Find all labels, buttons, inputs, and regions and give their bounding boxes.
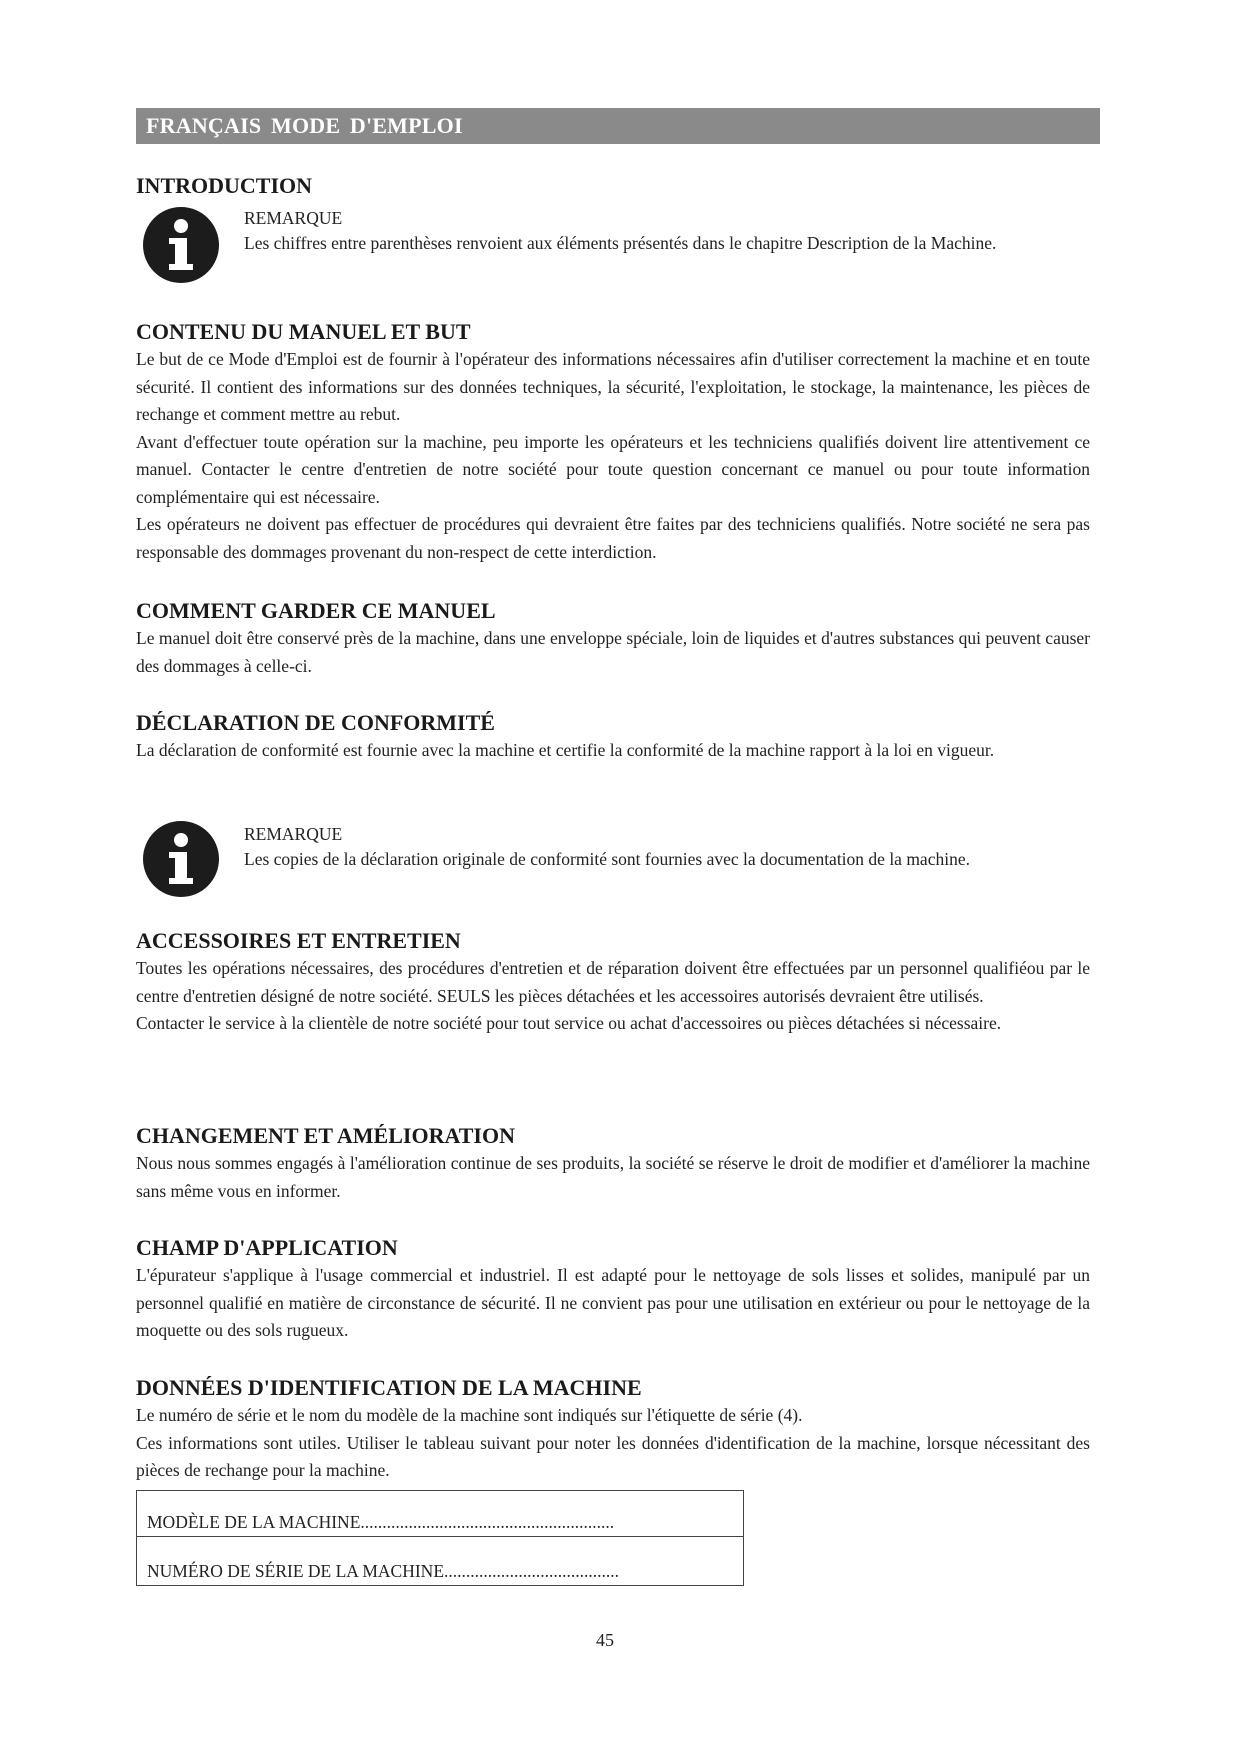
declaration-section bbox=[136, 709, 1090, 765]
section-header-bar: FRANÇAIS MODE D'EMPLOI bbox=[136, 108, 1100, 144]
paragraph: Toutes les opérations nécessaires, des procédures d'entretien et de réparation doivent être effectuées par un personnel qualifiéou par le centre d'entretien désigné de notre société. SEULS les pièces détachées et les accessoires autorisés devraient être utilisés. bbox=[136, 958, 1090, 1006]
paragraph: Contacter le service à la clientèle de notre société pour tout service ou achat d'accessoires ou pièces détachées si nécessaire. bbox=[136, 1013, 1002, 1033]
paragraph: Le manuel doit être conservé près de la machine, dans une enveloppe spéciale, loin de liquides et d'autres substances qui peuvent causer des dommages à celle-ci. bbox=[136, 628, 1090, 676]
machine-serial-field: NUMÉRO DE SÉRIE DE LA MACHINE........................................ bbox=[137, 1537, 744, 1586]
note-content bbox=[244, 206, 1092, 256]
champ-section bbox=[136, 1234, 1090, 1345]
paragraph: La déclaration de conformité est fournie avec la machine et certifie la conformité de la machine rapport à la loi en vigueur. bbox=[136, 740, 995, 760]
declaration-heading: DÉCLARATION DE CONFORMITÉ bbox=[136, 710, 495, 735]
identification-section bbox=[136, 1374, 1090, 1485]
note-title: REMARQUE bbox=[244, 824, 343, 844]
info-icon bbox=[142, 820, 220, 898]
page-number: 45 bbox=[596, 1630, 614, 1650]
contenu-heading: CONTENU DU MANUEL ET BUT bbox=[136, 319, 471, 344]
paragraph: Les opérateurs ne doivent pas effectuer de procédures qui devraient être faites par des techniciens qualifiés. Notre société ne sera pas responsable des dommages provenant du non-respect de cette interdiction. bbox=[136, 514, 1090, 562]
garder-body bbox=[136, 625, 1090, 680]
accessoires-section bbox=[136, 927, 1090, 1038]
contenu-body bbox=[136, 346, 1090, 566]
paragraph: Le numéro de série et le nom du modèle de la machine sont indiqués sur l'étiquette de série (4). bbox=[136, 1405, 803, 1425]
note-text: Les chiffres entre parenthèses renvoient aux éléments présentés dans le chapitre Description de la Machine. bbox=[244, 233, 997, 253]
paragraph: L'épurateur s'applique à l'usage commercial et industriel. Il est adapté pour le nettoyage de sols lisses et solides, manipulé par un personnel qualifié en matière de circonstance de sécurité. Il ne convient pas pour une utilisation en extérieur ou pour le nettoyage de la moquette ou des sols rugueux. bbox=[136, 1265, 1090, 1340]
note-text: Les copies de la déclaration originale de conformité sont fournies avec la documentation de la machine. bbox=[244, 849, 970, 869]
changement-section bbox=[136, 1122, 1090, 1205]
introduction-section bbox=[136, 172, 1090, 200]
garder-heading: COMMENT GARDER CE MANUEL bbox=[136, 598, 496, 623]
note-title: REMARQUE bbox=[244, 208, 343, 228]
champ-body bbox=[136, 1262, 1090, 1345]
introduction-heading: INTRODUCTION bbox=[136, 173, 313, 198]
identification-heading: DONNÉES D'IDENTIFICATION DE LA MACHINE bbox=[136, 1375, 642, 1400]
table-row bbox=[137, 1491, 744, 1537]
paragraph: Nous nous sommes engagés à l'amélioration continue de ses produits, la société se réserve le droit de modifier et d'améliorer la machine sans même vous en informer. bbox=[136, 1153, 1090, 1201]
note-content bbox=[244, 822, 1092, 872]
declaration-body bbox=[136, 737, 1090, 765]
accessoires-body bbox=[136, 955, 1090, 1038]
changement-body bbox=[136, 1150, 1090, 1205]
champ-heading: CHAMP D'APPLICATION bbox=[136, 1235, 398, 1260]
identification-body bbox=[136, 1402, 1090, 1485]
table-row bbox=[137, 1537, 744, 1586]
garder-section bbox=[136, 597, 1090, 680]
paragraph: Avant d'effectuer toute opération sur la machine, peu importe les opérateurs et les techniciens qualifiés doivent lire attentivement ce manuel. Contacter le centre d'entretien de notre société pour toute question concernant ce manuel ou pour toute information complémentaire qui est nécessaire. bbox=[136, 431, 1090, 507]
paragraph: Ces informations sont utiles. Utiliser le tableau suivant pour noter les données d'identification de la machine, lorsque nécessitant des pièces de rechange pour la machine. bbox=[136, 1432, 1090, 1480]
changement-heading: CHANGEMENT ET AMÉLIORATION bbox=[136, 1123, 515, 1148]
contenu-section bbox=[136, 318, 1090, 566]
machine-model-field: MODÈLE DE LA MACHINE.......................................................... bbox=[137, 1491, 744, 1537]
accessoires-heading: ACCESSOIRES ET ENTRETIEN bbox=[136, 928, 461, 953]
identification-table bbox=[136, 1490, 744, 1586]
paragraph: Le but de ce Mode d'Emploi est de fournir à l'opérateur des informations nécessaires afin d'utiliser correctement la machine et en toute sécurité. Il contient des informations sur des données techniques, la sécurité, l'exploitation, le stockage, la maintenance, les pièces de rechange et comment mettre au rebut. bbox=[136, 349, 1090, 424]
info-icon bbox=[142, 206, 220, 284]
